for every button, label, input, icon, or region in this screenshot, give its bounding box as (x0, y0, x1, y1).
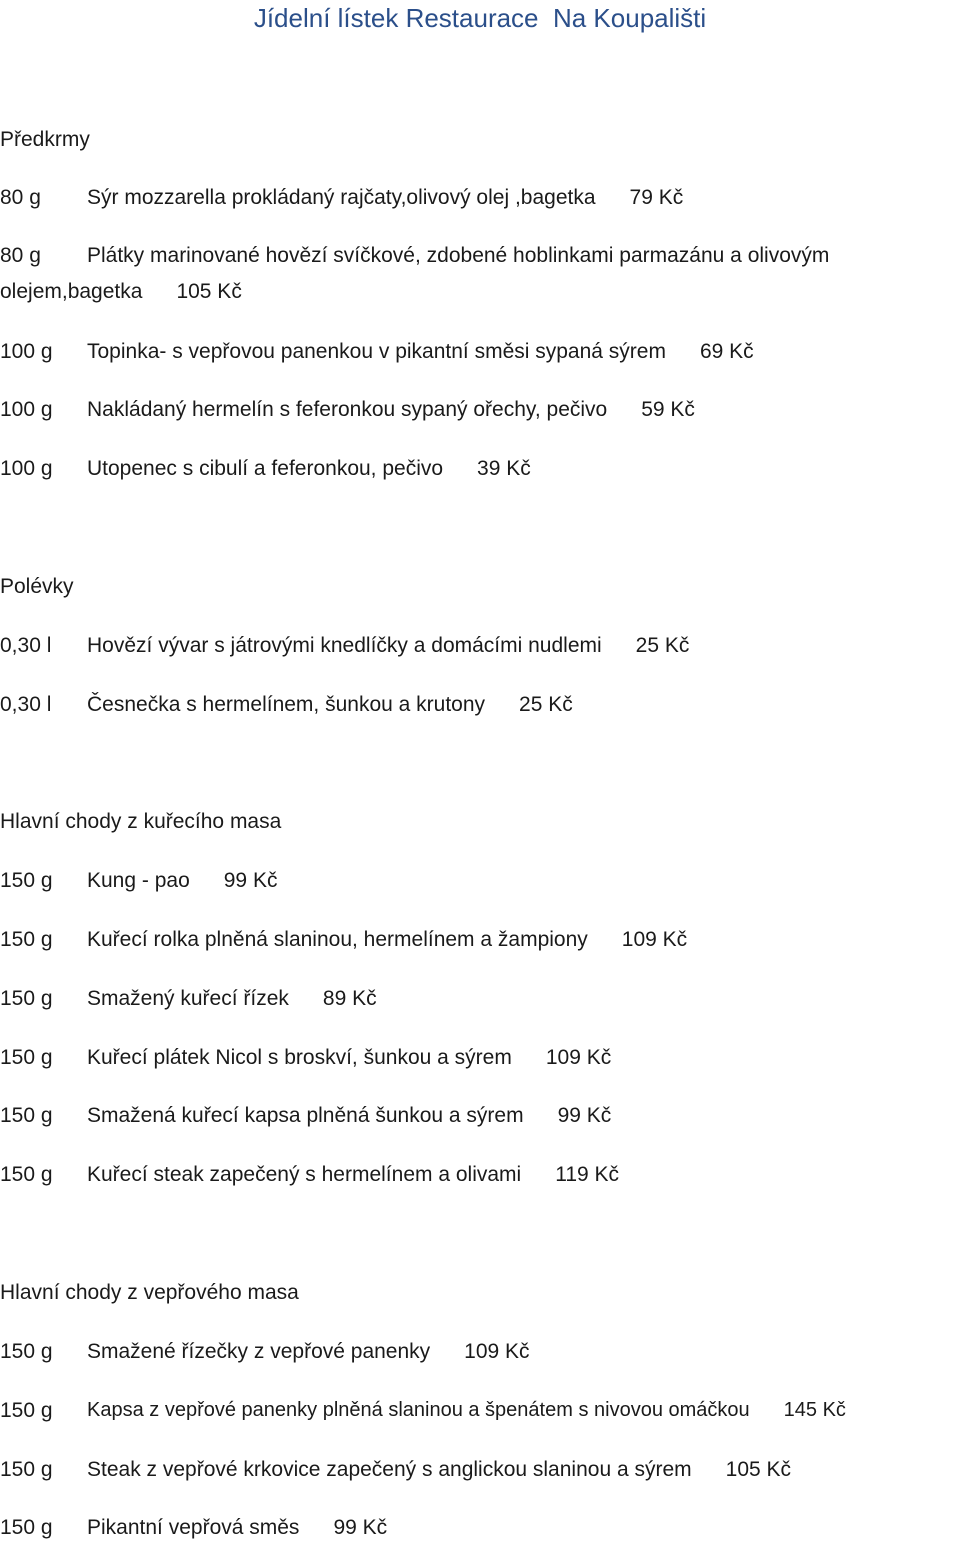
item-quantity: 150 g (0, 1340, 53, 1363)
menu-item (0, 238, 930, 310)
item-name-and-price (87, 1044, 611, 1071)
item-name-and-price (87, 1161, 619, 1188)
item-name: Kapsa z vepřové panenky plněná slaninou a špenátem s nivovou omáčkou (87, 1399, 750, 1421)
item-name-and-price (87, 1397, 846, 1423)
item-quantity: 150 g (0, 987, 53, 1010)
item-quantity: 150 g (0, 928, 53, 951)
item-name-and-price (87, 1102, 611, 1129)
item-name: Kung - pao (87, 869, 190, 892)
item-price: 69 Kč (699, 340, 754, 363)
item-name: Kuřecí rolka plněná slaninou, hermelínem a žampiony (87, 928, 588, 951)
item-name: Smažená kuřecí kapsa plněná šunkou a sýrem (87, 1104, 524, 1127)
item-price: 105 Kč (725, 1458, 792, 1481)
section-heading-polevky: Polévky (0, 575, 74, 598)
item-quantity: 150 g (0, 1104, 53, 1127)
item-price: 59 Kč (641, 398, 695, 421)
item-quantity: 150 g (0, 869, 53, 892)
item-price: 99 Kč (223, 869, 278, 892)
item-name-and-price (87, 691, 573, 718)
item-name: Smažené řízečky z vepřové panenky (87, 1340, 431, 1363)
item-quantity: 0,30 l (0, 634, 52, 657)
section-heading-kureci: Hlavní chody z kuřecího masa (0, 810, 282, 833)
item-price: 145 Kč (783, 1399, 846, 1421)
item-price: 89 Kč (322, 987, 377, 1010)
item-name: Topinka- s vepřovou panenkou v pikantní směsi sypaná sýrem (87, 340, 666, 363)
item-name-and-price (87, 184, 683, 211)
item-quantity: 80 g (0, 244, 41, 267)
item-name: Utopenec s cibulí a feferonkou, pečivo (87, 457, 444, 480)
item-name-and-price (87, 338, 754, 365)
item-price: 109 Kč (545, 1046, 612, 1069)
item-quantity: 150 g (0, 1163, 53, 1186)
item-quantity: 150 g (0, 1046, 53, 1069)
item-quantity: 150 g (0, 1458, 53, 1481)
item-price: 109 Kč (621, 928, 688, 951)
section-heading-predkrmy: Předkrmy (0, 128, 90, 151)
item-name: Pikantní vepřová směs (87, 1516, 300, 1539)
item-name: Nakládaný hermelín s feferonkou sypaný ořechy, pečivo (87, 398, 608, 421)
item-name: Plátky marinované hovězí svíčkové, zdobené hoblinkami parmazánu a olivovým olejem,bagetka (0, 244, 830, 303)
item-name: Hovězí vývar s játrovými knedlíčky a domácími nudlemi (87, 634, 602, 657)
item-price: 99 Kč (557, 1104, 612, 1127)
item-quantity: 150 g (0, 1399, 53, 1422)
item-name: Česnečka s hermelínem, šunkou a krutony (87, 693, 486, 716)
item-name-and-price (87, 455, 531, 482)
item-name-and-price (87, 867, 277, 894)
item-name: Kuřecí steak zapečený s hermelínem a olivami (87, 1163, 522, 1186)
section-heading-veprove: Hlavní chody z vepřového masa (0, 1281, 299, 1304)
item-name-and-price (87, 926, 687, 953)
item-name-and-price (87, 632, 689, 659)
item-name: Kuřecí plátek Nicol s broskví, šunkou a sýrem (87, 1046, 512, 1069)
item-quantity: 100 g (0, 457, 53, 480)
item-name-and-price (87, 985, 377, 1012)
item-name-and-price (87, 1514, 387, 1541)
item-price: 39 Kč (477, 457, 531, 480)
item-quantity: 80 g (0, 186, 41, 209)
item-price: 99 Kč (333, 1516, 388, 1539)
item-quantity: 100 g (0, 340, 53, 363)
item-price: 119 Kč (555, 1163, 620, 1186)
item-price: 105 Kč (176, 280, 242, 303)
page-title: Jídelní lístek Restaurace Na Koupališti (253, 3, 707, 33)
item-quantity: 100 g (0, 398, 53, 421)
item-price: 25 Kč (519, 693, 573, 716)
item-quantity: 0,30 l (0, 693, 52, 716)
item-name: Sýr mozzarella prokládaný rajčaty,olivový olej ,bagetka (87, 186, 596, 209)
item-price: 25 Kč (635, 634, 690, 657)
item-quantity: 150 g (0, 1516, 53, 1539)
item-price: 79 Kč (629, 186, 684, 209)
item-price: 109 Kč (464, 1340, 530, 1363)
item-name-and-price (87, 1456, 791, 1483)
item-name: Steak z vepřové krkovice zapečený s anglickou slaninou a sýrem (87, 1458, 692, 1481)
item-name-and-price (87, 1338, 530, 1365)
item-name: Smažený kuřecí řízek (87, 987, 289, 1010)
item-name-and-price (87, 396, 695, 423)
